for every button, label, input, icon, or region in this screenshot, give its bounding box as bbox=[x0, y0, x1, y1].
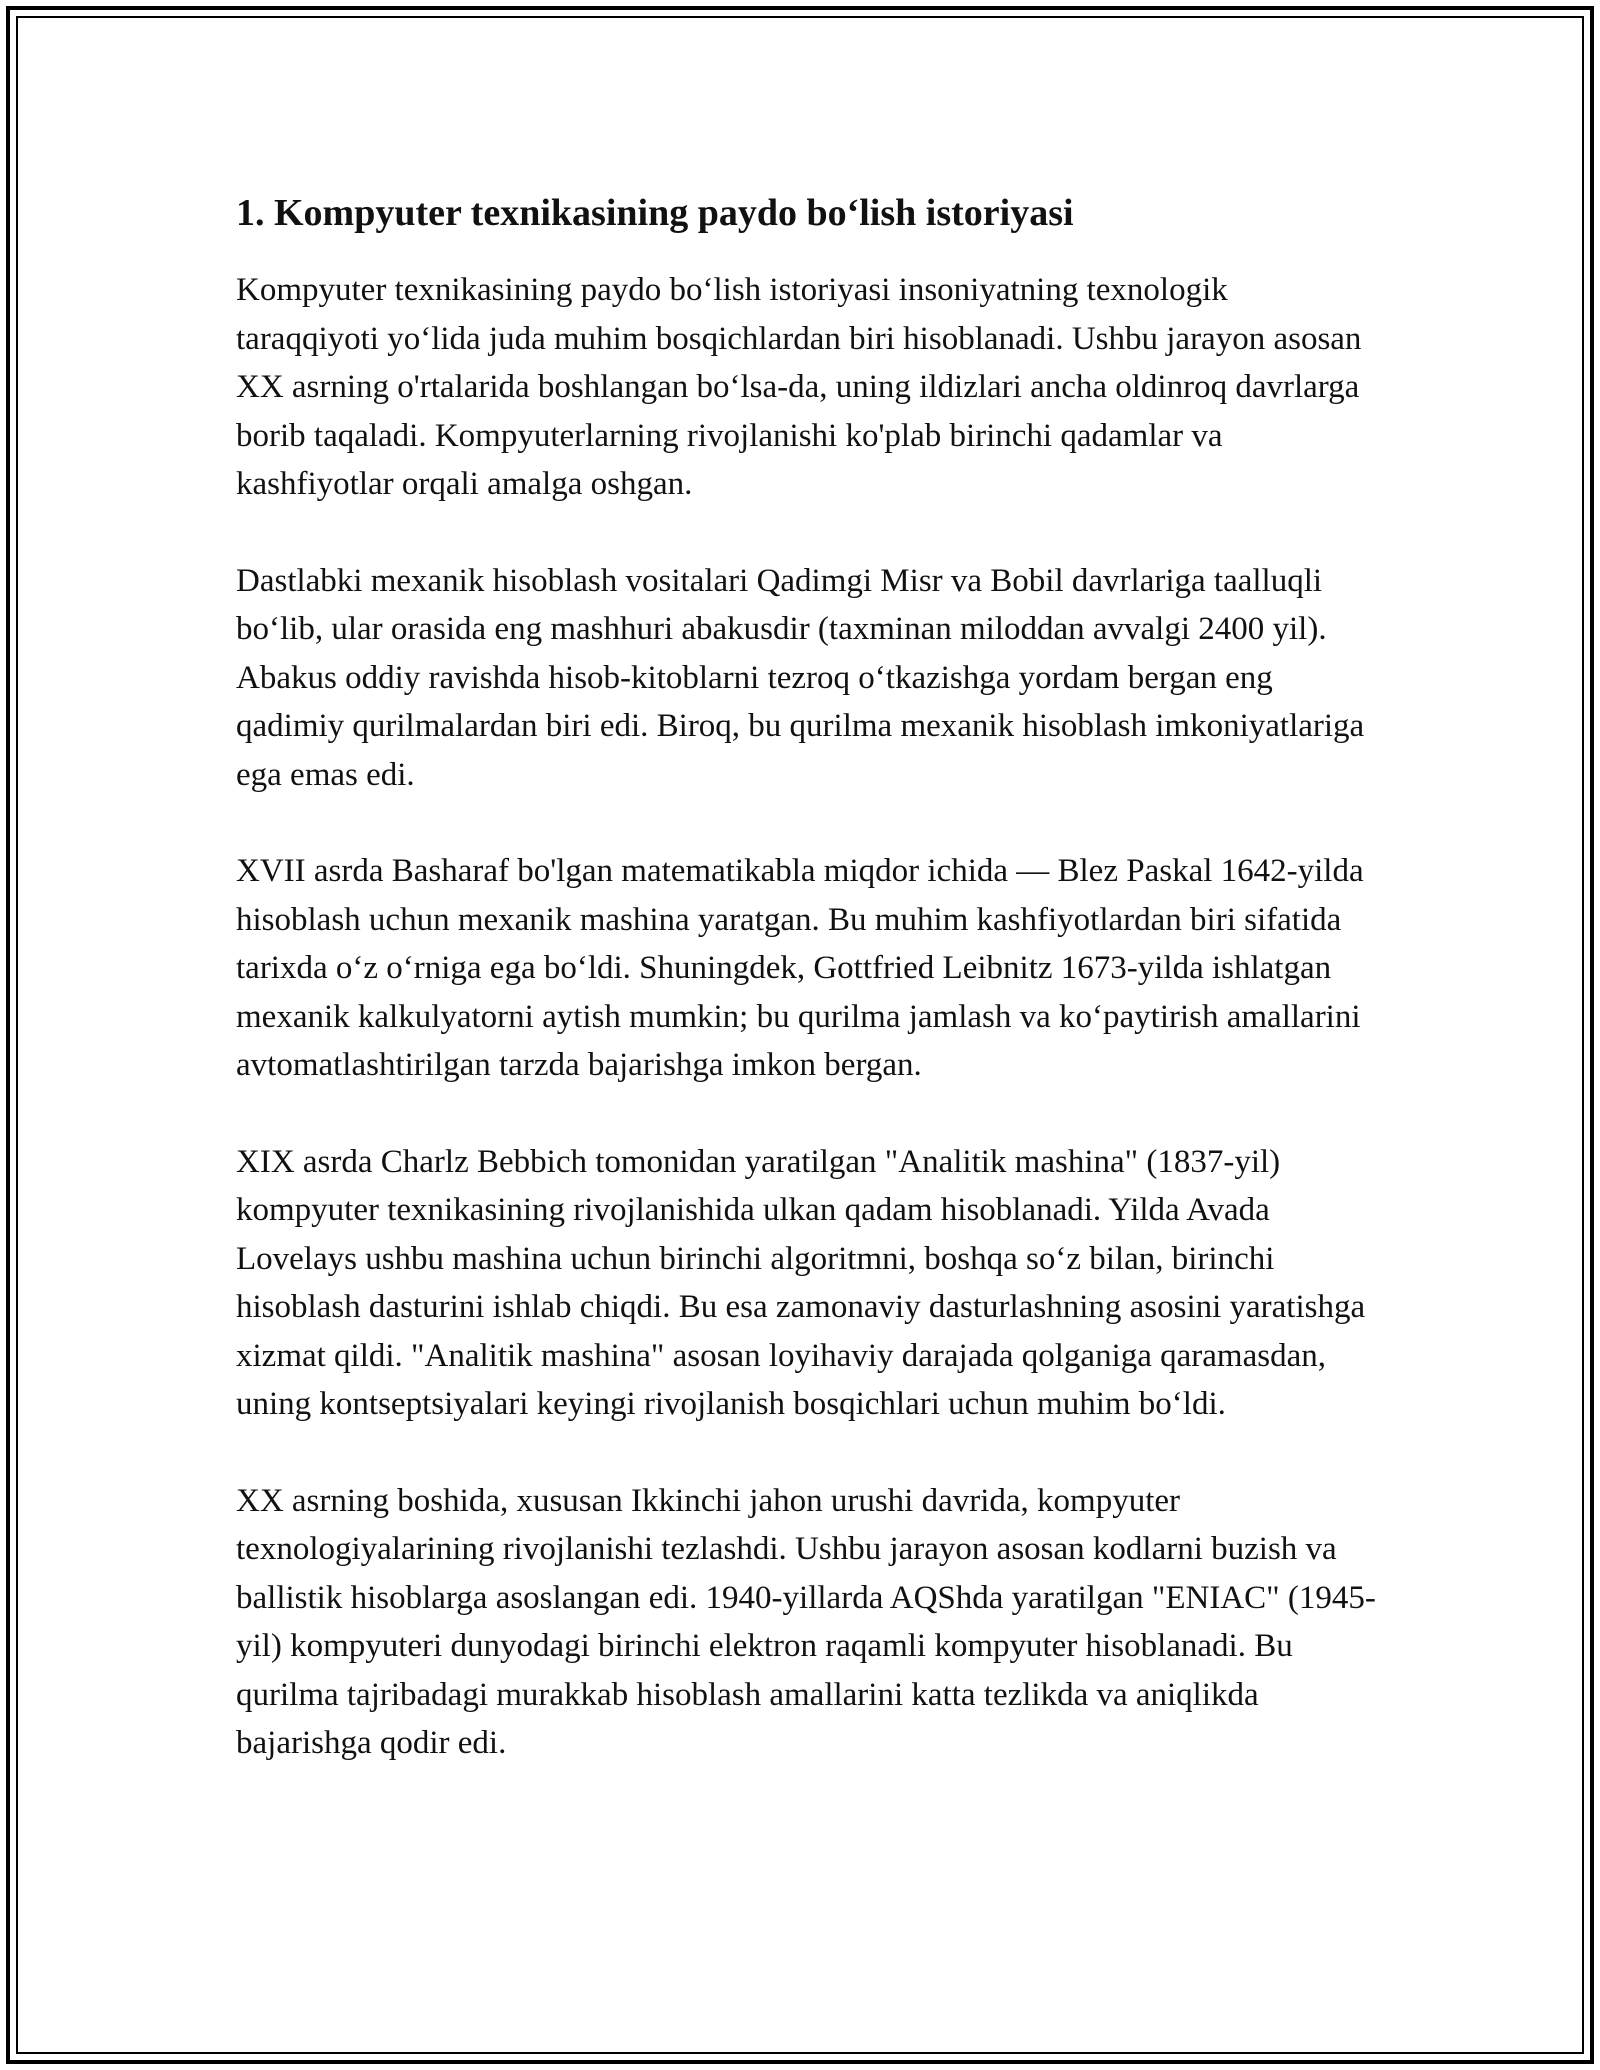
paragraph-20th-century: XX asrning boshida, xususan Ikkinchi jahon urushi davrida, kompyuter texnologiyalarining rivojlanishi tezlashdi. Ushbu jarayon asosan kodlarni buzish va ballistik hisoblarga asoslangan edi. 1940-yillarda AQShda yaratilgan "ENIAC" (1945-yil) kompyuteri dunyodagi birinchi elektron raqamli kompyuter hisoblanadi. Bu qurilma tajribadagi murakkab hisoblash amallarini katta tezlikda va aniqlikda bajarishga qodir edi. bbox=[236, 1482, 1376, 1761]
document-body bbox=[236, 188, 1376, 1816]
section-heading: 1. Kompyuter texnikasining paydo bo‘lish istoriyasi bbox=[236, 192, 1074, 234]
paragraph-intro: Kompyuter texnikasining paydo bo‘lish istoriyasi insoniyatning texnologik taraqqiyoti yo‘lida juda muhim bosqichlardan biri hisoblanadi. Ushbu jarayon asosan XX asrning o'rtalarida boshlangan bo‘lsa-da, uning ildizlari ancha oldinroq davrlarga borib taqaladi. Kompyuterlarning rivojlanishi ko'plab birinchi qadamlar va kashfiyotlar orqali amalga oshgan. bbox=[236, 272, 1362, 502]
paragraph-19th-century: XIX asrda Charlz Bebbich tomonidan yaratilgan "Analitik mashina" (1837-yil) kompyuter texnikasining rivojlanishida ulkan qadam hisoblanadi. Yilda Avada Lovelays ushbu mashina uchun birinchi algoritmni, boshqa so‘z bilan, birinchi hisoblash dasturini ishlab chiqdi. Bu esa zamonaviy dasturlashning asosini yaratishga xizmat qildi. "Analitik mashina" asosan loyihaviy darajada qolganiga qaramasdan, uning kontseptsiyalari keyingi rivojlanish bosqichlari uchun muhim bo‘ldi. bbox=[236, 1143, 1366, 1422]
paragraph-17th-century: XVII asrda Basharaf bo'lgan matematikabla miqdor ichida — Blez Paskal 1642-yilda hisoblash uchun mexanik mashina yaratgan. Bu muhim kashfiyotlardan biri sifatida tarixda o‘z o‘rniga ega bo‘ldi. Shuningdek, Gottfried Leibnitz 1673-yilda ishlatgan mexanik kalkulyatorni aytish mumkin; bu qurilma jamlash va ko‘paytirish amallarini avtomatlashtirilgan tarzda bajarishga imkon bergan. bbox=[236, 853, 1364, 1083]
paragraph-abacus: Dastlabki mexanik hisoblash vositalari Qadimgi Misr va Bobil davrlariga taalluqli bo‘lib, ular orasida eng mashhuri abakusdir (taxminan miloddan avvalgi 2400 yil). Abakus oddiy ravishda hisob-kitoblarni tezroq o‘tkazishga yordam bergan eng qadimiy qurilmalardan biri edi. Biroq, bu qurilma mexanik hisoblash imkoniyatlariga ega emas edi. bbox=[236, 562, 1365, 793]
